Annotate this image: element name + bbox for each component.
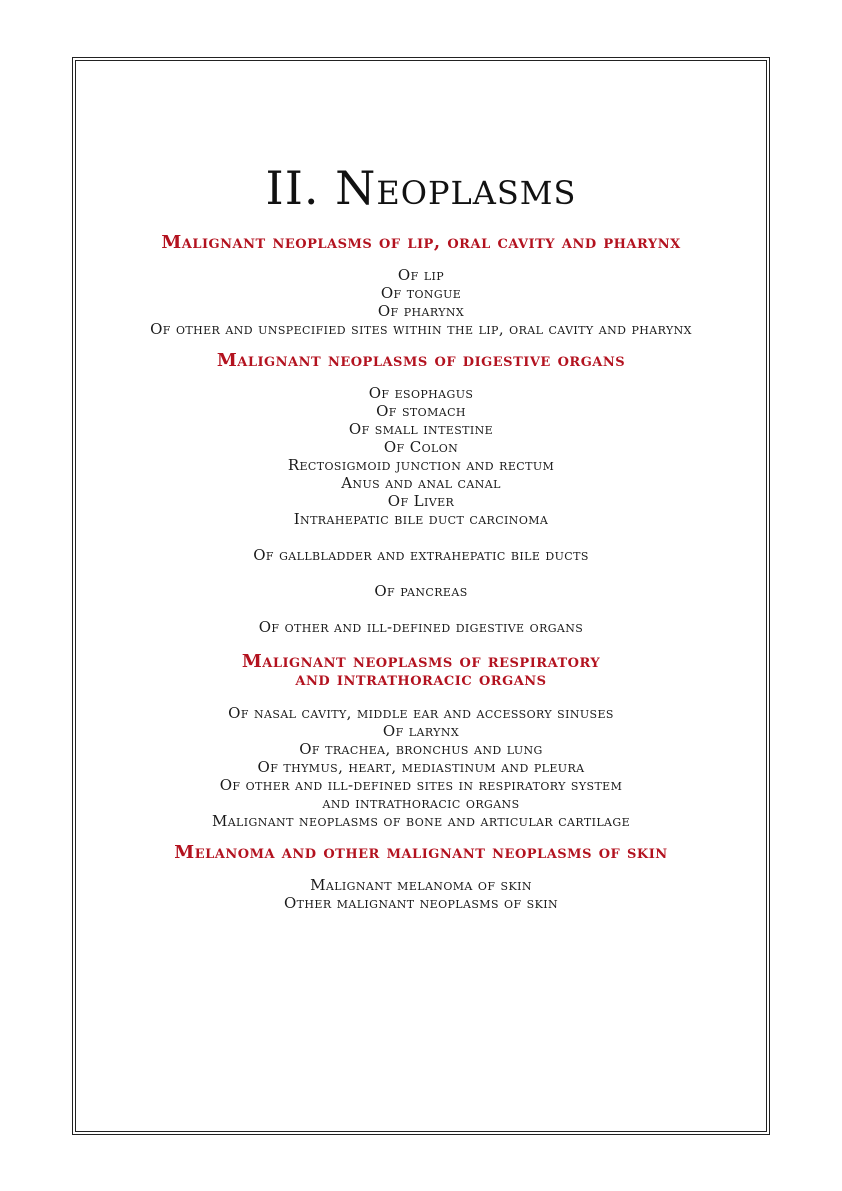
list-item: and intrathoracic organs bbox=[322, 794, 520, 812]
list-item: Malignant melanoma of skin bbox=[310, 876, 532, 894]
page-content bbox=[75, 60, 767, 912]
section-respiratory-intrathoracic bbox=[75, 653, 767, 830]
list-item: Of small intestine bbox=[348, 420, 494, 438]
list-item: Intrahepatic bile duct carcinoma bbox=[293, 510, 549, 528]
section-heading: Malignant neoplasms of digestive organs bbox=[216, 350, 626, 371]
section-heading-line-1: Malignant neoplasms of respiratory bbox=[241, 651, 601, 672]
section-heading: Malignant neoplasms of lip, oral cavity and pharynx bbox=[161, 232, 681, 253]
list-item: Of larynx bbox=[382, 722, 460, 740]
list-item: Of Colon bbox=[383, 438, 459, 456]
section-heading-line-2: and intrathoracic organs bbox=[295, 669, 547, 690]
list-item: Of pancreas bbox=[374, 582, 468, 600]
list-item: Of nasal cavity, middle ear and accessory sinuses bbox=[228, 704, 614, 722]
list-item: Of thymus, heart, mediastinum and pleura bbox=[257, 758, 585, 776]
section-digestive-organs bbox=[75, 352, 767, 636]
list-item: Of stomach bbox=[376, 402, 466, 420]
list-item: Malignant neoplasms of bone and articular cartilage bbox=[211, 812, 631, 830]
list-item: Of lip bbox=[397, 266, 445, 284]
list-item: Of esophagus bbox=[368, 384, 474, 402]
item-list bbox=[75, 704, 767, 830]
item-list bbox=[75, 266, 767, 338]
page-title: II. Neoplasms bbox=[265, 161, 577, 215]
list-item: Anus and anal canal bbox=[341, 474, 501, 492]
item-list bbox=[75, 876, 767, 912]
list-item: Of gallbladder and extrahepatic bile ducts bbox=[253, 546, 589, 564]
list-item: Of Liver bbox=[387, 492, 455, 510]
list-item: Of tongue bbox=[380, 284, 462, 302]
list-item: Of pharynx bbox=[377, 302, 465, 320]
list-item: Of other and ill-defined digestive organs bbox=[258, 618, 584, 636]
list-item: Rectosigmoid junction and rectum bbox=[287, 456, 555, 474]
list-item: Of trachea, bronchus and lung bbox=[299, 740, 543, 758]
section-heading: Melanoma and other malignant neoplasms of skin bbox=[174, 842, 668, 863]
item-list bbox=[75, 384, 767, 636]
section-melanoma-skin bbox=[75, 844, 767, 912]
section-lip-oral-pharynx bbox=[75, 234, 767, 338]
list-item: Other malignant neoplasms of skin bbox=[283, 894, 559, 912]
list-item: Of other and unspecified sites within the lip, oral cavity and pharynx bbox=[150, 320, 692, 338]
list-item: Of other and ill-defined sites in respiratory system bbox=[219, 776, 623, 794]
